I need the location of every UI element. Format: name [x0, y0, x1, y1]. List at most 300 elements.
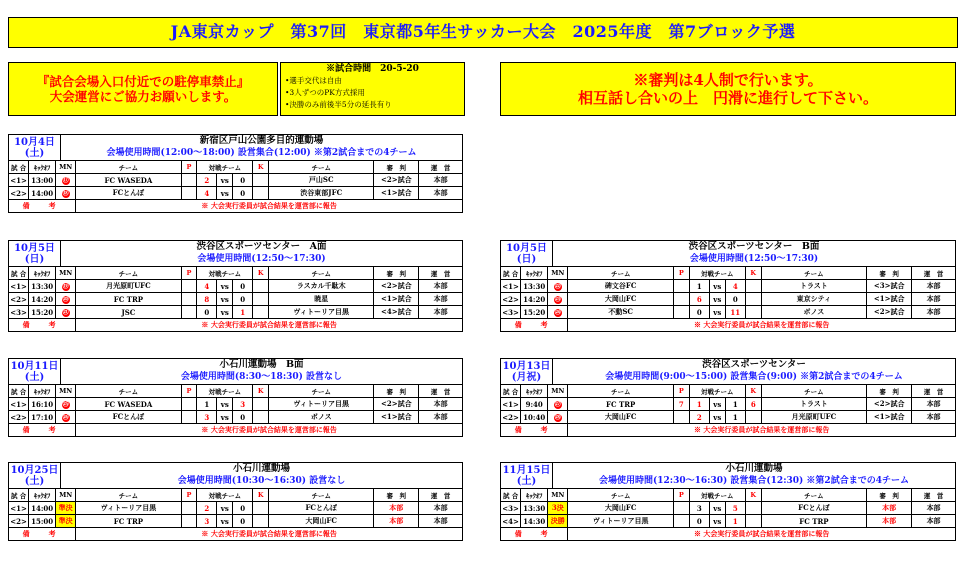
match-table	[8, 160, 463, 213]
table-header-row	[501, 489, 956, 502]
referee-assignment: <1>試合	[374, 293, 419, 306]
venue-name: 渋谷区スポーツセンター A面	[196, 241, 327, 252]
col-match: 試 合	[501, 267, 521, 280]
col-opponent: 対戦チーム	[197, 385, 253, 398]
match-number: <3>	[10, 307, 27, 317]
venue-hours: 会場使用時間(12:00～18:00) 設営集合(12:00) ※第2試合までの4チーム	[106, 148, 417, 158]
col-p: P	[673, 385, 689, 398]
match-number: <2>	[10, 516, 27, 526]
score: 0	[233, 280, 253, 293]
operations: 本部	[912, 280, 956, 293]
remarks-row	[9, 200, 463, 213]
venue-hours: 会場使用時間(10:30～16:30) 設営なし	[177, 476, 346, 486]
block-header	[8, 134, 463, 160]
schedule-block	[500, 240, 956, 332]
score: 0	[233, 187, 253, 200]
opponent-name: ボノス	[269, 411, 374, 424]
match-number-circle: ㉑	[62, 308, 69, 316]
table-row	[9, 293, 463, 306]
kickoff-time: 14:20	[29, 293, 56, 306]
kickoff-time: 9:40	[521, 398, 548, 411]
vs-label: vs	[709, 515, 725, 528]
team-name: JSC	[76, 306, 181, 319]
pk-score	[181, 306, 197, 319]
pk-score	[181, 411, 197, 424]
operations: 本部	[419, 280, 463, 293]
kickoff-time: 14:00	[29, 502, 56, 515]
match-number-badge	[56, 398, 76, 411]
score: 1	[689, 398, 709, 411]
opponent-name: トラスト	[761, 280, 867, 293]
col-k: K	[253, 161, 269, 174]
kickoff-time: 14:30	[521, 515, 548, 528]
referee-notice	[500, 62, 956, 116]
block-day: (土)	[516, 476, 537, 487]
col-team2: チーム	[269, 267, 374, 280]
match-number-badge: 準決	[56, 515, 76, 528]
col-mn: MN	[56, 489, 76, 502]
score: 1	[233, 306, 253, 319]
score: 0	[233, 174, 253, 187]
table-row	[9, 174, 463, 187]
pk-score	[253, 306, 269, 319]
match-number-circle: ㉓	[554, 295, 561, 303]
score: 8	[197, 293, 217, 306]
team-name: FC WASEDA	[76, 398, 181, 411]
block-day: (土)	[24, 476, 45, 487]
referee-assignment: <1>試合	[867, 293, 912, 306]
opponent-name: 渋谷東部JFC	[269, 187, 374, 200]
col-kickoff: ｷｯｸｵﾌ	[29, 161, 56, 174]
col-referee: 審 判	[374, 161, 419, 174]
remarks-label: 備 考	[501, 528, 568, 541]
kickoff-time: 17:10	[29, 411, 56, 424]
col-k: K	[745, 385, 761, 398]
opponent-name: 東京シティ	[761, 293, 867, 306]
match-number-badge	[548, 398, 568, 411]
kickoff-time: 13:30	[29, 280, 56, 293]
pk-score	[745, 411, 761, 424]
team-name: FCとんぼ	[76, 411, 181, 424]
match-number-badge	[56, 293, 76, 306]
team-name: FC TRP	[76, 515, 181, 528]
col-ops: 運 営	[912, 267, 956, 280]
opponent-name: トラスト	[761, 398, 867, 411]
parking-notice	[8, 62, 278, 116]
venue-hours: 会場使用時間(12:50～17:30)	[689, 254, 819, 264]
opponent-name: ボノス	[761, 306, 867, 319]
pk-score	[181, 280, 197, 293]
col-referee: 審 判	[374, 267, 419, 280]
team-name: 大岡山FC	[568, 293, 674, 306]
table-row	[9, 411, 463, 424]
vs-label: vs	[217, 280, 233, 293]
col-p: P	[673, 489, 689, 502]
table-header-row	[9, 489, 463, 502]
match-number-badge	[548, 280, 568, 293]
remarks-text: ※ 大会実行委員が試合結果を運営部に報告	[568, 424, 956, 437]
remarks-label: 備 考	[501, 319, 568, 332]
referee-assignment: <3>試合	[867, 280, 912, 293]
score: 0	[725, 293, 745, 306]
block-info	[553, 359, 955, 384]
block-date-cell	[501, 241, 553, 266]
team-name: 月光原町UFC	[76, 280, 181, 293]
team-name: FC TRP	[568, 398, 674, 411]
score: 1	[689, 280, 709, 293]
team-name: 碑文谷FC	[568, 280, 674, 293]
table-header-row	[501, 267, 956, 280]
score: 2	[197, 174, 217, 187]
col-team2: チーム	[761, 385, 867, 398]
remarks-row	[9, 528, 463, 541]
schedule-block	[500, 462, 956, 541]
block-header	[500, 462, 956, 488]
score: 4	[197, 187, 217, 200]
col-p: P	[181, 267, 197, 280]
score: 2	[689, 411, 709, 424]
col-team: チーム	[76, 267, 181, 280]
table-header-row	[9, 385, 463, 398]
remarks-label: 備 考	[9, 424, 76, 437]
col-team: チーム	[76, 161, 181, 174]
col-kickoff: ｷｯｸｵﾌ	[521, 385, 548, 398]
operations: 本部	[912, 502, 956, 515]
pk-score	[253, 502, 269, 515]
match-number-circle: ㉔	[554, 308, 561, 316]
col-match: 試 合	[501, 489, 521, 502]
schedule-block	[8, 358, 463, 437]
table-row	[501, 502, 956, 515]
match-number-badge: 準決	[56, 502, 76, 515]
referee-assignment: 本部	[374, 502, 419, 515]
team-name: FC WASEDA	[76, 174, 181, 187]
col-opponent: 対戦チーム	[197, 267, 253, 280]
table-row	[9, 187, 463, 200]
block-date: 10月13日	[502, 361, 551, 372]
kickoff-time: 15:00	[29, 515, 56, 528]
score: 0	[233, 411, 253, 424]
operations: 本部	[912, 293, 956, 306]
opponent-name: ラスカル千駄木	[269, 280, 374, 293]
table-header-row	[9, 267, 463, 280]
col-referee: 審 判	[374, 385, 419, 398]
score: 6	[689, 293, 709, 306]
table-row	[9, 280, 463, 293]
venue-hours: 会場使用時間(12:50～17:30)	[197, 254, 326, 264]
match-table	[500, 266, 956, 332]
col-mn: MN	[56, 267, 76, 280]
operations: 本部	[419, 293, 463, 306]
block-date-cell	[9, 359, 61, 384]
col-kickoff: ｷｯｸｵﾌ	[29, 489, 56, 502]
venue-name: 渋谷区スポーツセンター	[702, 359, 806, 370]
col-mn: MN	[548, 267, 568, 280]
kickoff-time: 14:00	[29, 187, 56, 200]
col-team2: チーム	[269, 385, 374, 398]
col-team: チーム	[568, 267, 674, 280]
score: 3	[689, 502, 709, 515]
pk-score: 7	[673, 398, 689, 411]
remarks-text: ※ 大会実行委員が試合結果を運営部に報告	[76, 528, 463, 541]
match-number: <2>	[502, 294, 519, 304]
vs-label: vs	[709, 293, 725, 306]
operations: 本部	[912, 515, 956, 528]
col-ops: 運 営	[419, 489, 463, 502]
match-number-badge: 決勝	[548, 515, 568, 528]
col-p: P	[181, 489, 197, 502]
pk-score	[181, 502, 197, 515]
vs-label: vs	[709, 502, 725, 515]
referee-assignment: <2>試合	[374, 174, 419, 187]
col-k: K	[745, 267, 761, 280]
opponent-name: 大岡山FC	[269, 515, 374, 528]
match-number-circle: ㉕	[62, 400, 69, 408]
score: 0	[689, 515, 709, 528]
referee-assignment: <2>試合	[867, 306, 912, 319]
block-date-cell	[9, 135, 61, 160]
block-info	[61, 135, 462, 160]
match-table	[8, 384, 463, 437]
opponent-name: FC TRP	[761, 515, 867, 528]
team-name: 大岡山FC	[568, 502, 674, 515]
match-number-circle: ⑱	[62, 189, 69, 197]
operations: 本部	[912, 398, 956, 411]
block-header	[500, 358, 956, 384]
venue-name: 小石川運動場	[232, 463, 290, 474]
pk-score	[253, 398, 269, 411]
match-number-badge	[548, 306, 568, 319]
match-table	[8, 488, 463, 541]
score: 5	[725, 502, 745, 515]
score: 11	[725, 306, 745, 319]
score: 1	[197, 398, 217, 411]
match-number: <1>	[502, 399, 519, 409]
table-row	[501, 280, 956, 293]
col-opponent: 対戦チーム	[689, 385, 745, 398]
block-info	[61, 463, 462, 488]
col-p: P	[673, 267, 689, 280]
vs-label: vs	[217, 187, 233, 200]
block-date-cell	[9, 241, 61, 266]
referee-assignment: <1>試合	[374, 187, 419, 200]
schedule-block	[500, 358, 956, 437]
block-day: (日)	[24, 254, 45, 265]
block-day: (土)	[24, 148, 45, 159]
opponent-name: ヴィトーリア目黒	[269, 306, 374, 319]
col-team: チーム	[568, 489, 674, 502]
match-number: <1>	[10, 503, 27, 513]
pk-score	[673, 515, 689, 528]
col-kickoff: ｷｯｸｵﾌ	[521, 267, 548, 280]
venue-name: 渋谷区スポーツセンター B面	[688, 241, 820, 252]
col-match: 試 合	[9, 385, 29, 398]
venue-name: 小石川運動場 B面	[219, 359, 304, 370]
col-team: チーム	[568, 385, 674, 398]
match-number-badge	[56, 306, 76, 319]
block-day: (月祝)	[511, 372, 542, 383]
score: 0	[233, 515, 253, 528]
vs-label: vs	[217, 174, 233, 187]
pk-score	[745, 280, 761, 293]
opponent-name: 月光原町UFC	[761, 411, 867, 424]
referee-assignment: <2>試合	[374, 398, 419, 411]
team-name: ヴィトーリア目黒	[568, 515, 674, 528]
rules-item: •選手交代は自由	[285, 76, 342, 85]
remarks-text: ※ 大会実行委員が試合結果を運営部に報告	[568, 528, 956, 541]
remarks-text: ※ 大会実行委員が試合結果を運営部に報告	[76, 424, 463, 437]
match-number: <4>	[502, 516, 519, 526]
referee-notice-line1: ※審判は4人制で行います。	[633, 71, 823, 89]
operations: 本部	[419, 502, 463, 515]
remarks-row	[501, 528, 956, 541]
col-opponent: 対戦チーム	[689, 267, 745, 280]
opponent-name: ヴィトーリア目黒	[269, 398, 374, 411]
match-number-badge	[548, 411, 568, 424]
table-header-row	[501, 385, 956, 398]
pk-score	[181, 187, 197, 200]
table-row	[501, 293, 956, 306]
pk-score	[181, 515, 197, 528]
match-number-badge	[56, 187, 76, 200]
referee-notice-line2: 相互話し合いの上 円滑に進行して下さい。	[577, 89, 878, 107]
block-day: (日)	[516, 254, 537, 265]
pk-score	[673, 502, 689, 515]
referee-assignment: 本部	[867, 515, 912, 528]
pk-score	[253, 515, 269, 528]
col-mn: MN	[548, 489, 568, 502]
match-table	[500, 384, 956, 437]
match-number: <1>	[502, 281, 519, 291]
col-opponent: 対戦チーム	[197, 489, 253, 502]
referee-assignment: <1>試合	[867, 411, 912, 424]
match-number: <1>	[10, 175, 27, 185]
col-mn: MN	[56, 385, 76, 398]
kickoff-time: 16:10	[29, 398, 56, 411]
col-referee: 審 判	[867, 489, 912, 502]
score: 4	[725, 280, 745, 293]
operations: 本部	[419, 398, 463, 411]
col-kickoff: ｷｯｸｵﾌ	[521, 489, 548, 502]
parking-notice-line2: 大会運営にご協力お願いします。	[49, 89, 237, 104]
score: 4	[197, 280, 217, 293]
team-name: 大岡山FC	[568, 411, 674, 424]
block-date: 10月5日	[506, 243, 547, 254]
match-number-circle: ㉖	[62, 413, 69, 421]
table-row	[501, 411, 956, 424]
venue-name: 新宿区戸山公園多目的運動場	[199, 135, 324, 146]
col-ops: 運 営	[419, 385, 463, 398]
col-match: 試 合	[501, 385, 521, 398]
match-number-badge	[56, 174, 76, 187]
vs-label: vs	[217, 515, 233, 528]
col-match: 試 合	[9, 267, 29, 280]
match-number: <1>	[10, 281, 27, 291]
vs-label: vs	[217, 306, 233, 319]
kickoff-time: 15:20	[29, 306, 56, 319]
block-date: 10月11日	[10, 361, 59, 372]
col-referee: 審 判	[867, 267, 912, 280]
kickoff-time: 15:20	[521, 306, 548, 319]
match-number: <3>	[502, 503, 519, 513]
match-number-badge	[548, 293, 568, 306]
team-name: FCとんぼ	[76, 187, 181, 200]
vs-label: vs	[217, 398, 233, 411]
remarks-row	[9, 424, 463, 437]
pk-score	[181, 398, 197, 411]
team-name: 不動SC	[568, 306, 674, 319]
pk-score	[745, 515, 761, 528]
kickoff-time: 13:30	[521, 280, 548, 293]
score: 0	[197, 306, 217, 319]
col-team2: チーム	[761, 267, 867, 280]
vs-label: vs	[709, 280, 725, 293]
match-number: <2>	[10, 412, 27, 422]
rules-item: •決勝のみ前後半5分の延長有り	[285, 100, 392, 109]
col-k: K	[253, 267, 269, 280]
remarks-row	[9, 319, 463, 332]
table-row	[501, 515, 956, 528]
match-number: <3>	[502, 307, 519, 317]
match-table	[500, 488, 956, 541]
operations: 本部	[419, 187, 463, 200]
remarks-text: ※ 大会実行委員が試合結果を運営部に報告	[76, 319, 463, 332]
block-header	[8, 240, 463, 266]
match-number: <2>	[10, 294, 27, 304]
table-row	[9, 502, 463, 515]
block-date: 10月25日	[10, 465, 59, 476]
col-p: P	[181, 385, 197, 398]
col-kickoff: ｷｯｸｵﾌ	[29, 385, 56, 398]
col-team2: チーム	[761, 489, 867, 502]
referee-assignment: <2>試合	[374, 280, 419, 293]
kickoff-time: 13:30	[521, 502, 548, 515]
block-date: 10月4日	[14, 137, 55, 148]
operations: 本部	[419, 306, 463, 319]
col-ops: 運 営	[419, 267, 463, 280]
pk-score	[181, 174, 197, 187]
col-k: K	[745, 489, 761, 502]
col-team2: チーム	[269, 161, 374, 174]
operations: 本部	[912, 306, 956, 319]
score: 0	[233, 293, 253, 306]
block-info	[553, 463, 955, 488]
block-header	[500, 240, 956, 266]
vs-label: vs	[217, 502, 233, 515]
score: 1	[725, 398, 745, 411]
rules-item: •3人ずつのPK方式採用	[285, 88, 365, 97]
table-row	[9, 306, 463, 319]
table-row	[501, 398, 956, 411]
col-referee: 審 判	[374, 489, 419, 502]
col-team: チーム	[76, 489, 181, 502]
match-number: <2>	[10, 188, 27, 198]
pk-score	[745, 306, 761, 319]
col-opponent: 対戦チーム	[689, 489, 745, 502]
referee-assignment: 本部	[374, 515, 419, 528]
block-date-cell	[501, 359, 553, 384]
score: 3	[233, 398, 253, 411]
col-k: K	[253, 385, 269, 398]
match-number: <2>	[502, 412, 519, 422]
pk-score	[253, 293, 269, 306]
col-ops: 運 営	[912, 385, 956, 398]
vs-label: vs	[709, 398, 725, 411]
parking-notice-line1: 『試合会場入口付近での駐停車禁止』	[36, 74, 250, 89]
pk-score	[673, 306, 689, 319]
pk-score	[745, 293, 761, 306]
remarks-row	[501, 319, 956, 332]
